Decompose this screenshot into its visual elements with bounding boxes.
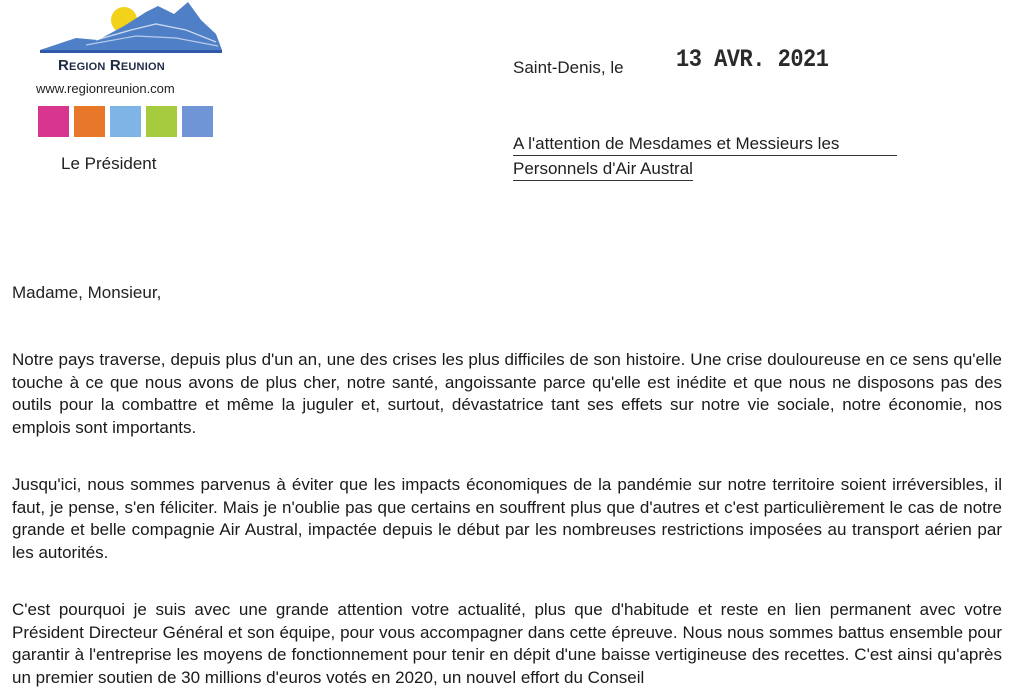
brand-color-swatches bbox=[38, 106, 213, 137]
recipient-block bbox=[513, 131, 897, 181]
body-paragraph: C'est pourquoi je suis avec une grande attention votre actualité, plus que d'habitude et reste en lien permanent avec votre Président Directeur Général et son équipe, pour vous accompagner dans cette épreuve. Nous nous sommes battus ensemble pour garantir à l'entreprise les moyens de fonctionnement pour tenir en dépit d'une baisse vertigineuse des recettes. C'est ainsi qu'après un premier soutien de 30 millions d'euros votés en 2020, un nouvel effort du Conseil bbox=[12, 600, 1002, 687]
body-paragraph: Jusqu'ici, nous sommes parvenus à éviter que les impacts économiques de la pandémie sur notre territoire soient irréversibles, il faut, je pense, s'en féliciter. Mais je n'oublie pas que certains en souffrent plus que d'autres et c'est particulièrement le cas de notre grande et belle compagnie Air Austral, impactée depuis le début par les nombreuses restrictions imposées au transport aérien par les autorités. bbox=[12, 475, 1002, 562]
date-stamp: 13 AVR. 2021 bbox=[676, 45, 829, 74]
swatch-blue bbox=[182, 106, 213, 137]
signatory-title: Le Président bbox=[61, 154, 157, 173]
recipient-line: Personnels d'Air Austral bbox=[513, 156, 897, 181]
swatch-green bbox=[146, 106, 177, 137]
swatch-orange bbox=[74, 106, 105, 137]
body-paragraph: Notre pays traverse, depuis plus d'un an, une des crises les plus difficiles de son histoire. Une crise douloureuse en ce sens qu'elle touche à ce que nous avons de plus cher, notre santé, angoissante parce qu'elle est inédite et que nous ne disposons pas des outils pour la combattre et même la juguler et, surtout, dévastatrice tant ses effets sur notre vie sociale, notre économie, nos emplois sont importants. bbox=[12, 350, 1002, 437]
swatch-light-blue bbox=[110, 106, 141, 137]
region-reunion-logo bbox=[36, 0, 226, 60]
salutation: Madame, Monsieur, bbox=[12, 283, 162, 302]
place-label: Saint-Denis, le bbox=[513, 58, 624, 77]
organization-name: Region Reunion bbox=[58, 57, 165, 74]
recipient-line: A l'attention de Mesdames et Messieurs les bbox=[513, 131, 897, 156]
organization-url: www.regionreunion.com bbox=[36, 81, 175, 96]
swatch-magenta bbox=[38, 106, 69, 137]
